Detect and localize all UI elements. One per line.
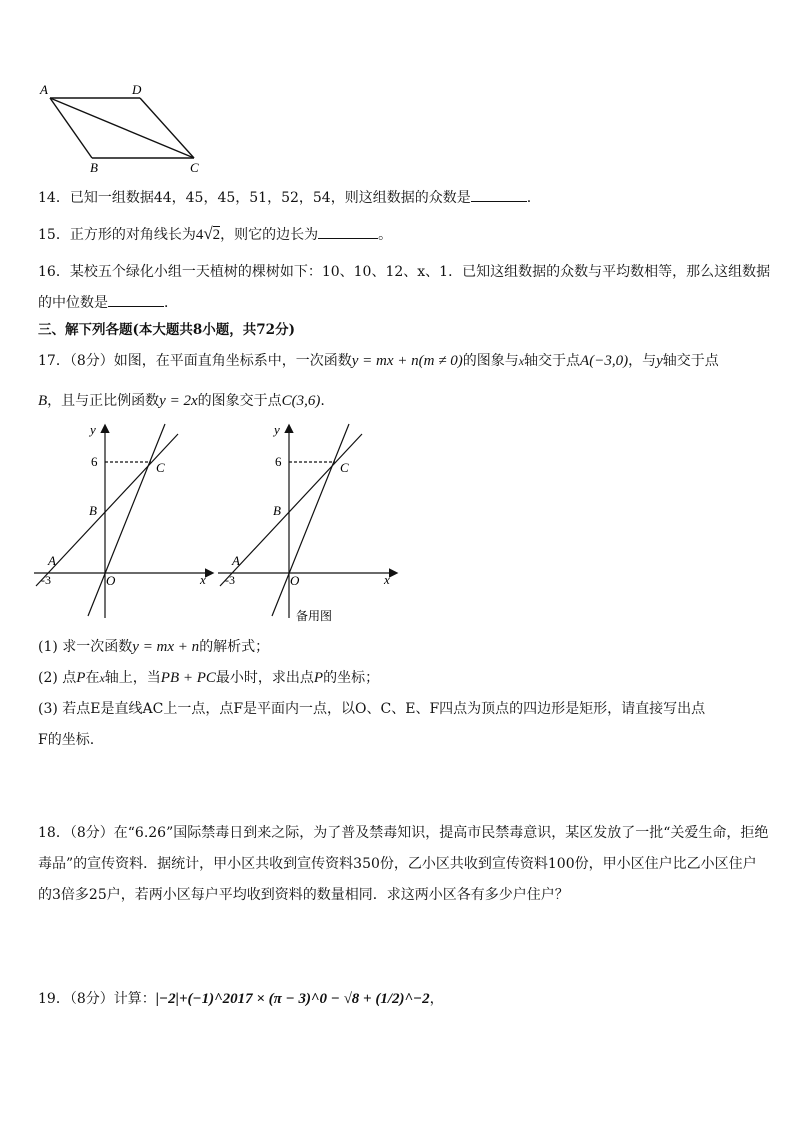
- q14-text: 已知一组数据44，45，45，51，52，54，则这组数据的众数是: [69, 190, 471, 206]
- q17-sub2: [38, 667, 379, 687]
- graph1-label-B: B: [89, 503, 97, 518]
- q17-y-axis: y: [656, 353, 663, 369]
- q14-answer-blank[interactable]: [471, 189, 527, 202]
- q17-function: y = mx + n: [351, 353, 419, 369]
- q15-value: [195, 224, 221, 243]
- question-17-line2: [38, 390, 325, 410]
- question-14: [38, 187, 531, 207]
- q19-number: 19．: [38, 991, 70, 1007]
- q15-end: 。: [378, 227, 393, 243]
- graph2-label-O: O: [290, 573, 300, 588]
- q17-text-a: 如图，在平面直角坐标系中，一次函数: [113, 353, 352, 369]
- q15-text-a: 正方形的对角线长为: [69, 227, 196, 243]
- q17-point-B: B: [38, 393, 48, 409]
- label-C: C: [190, 160, 199, 175]
- q14-end: .: [526, 190, 532, 206]
- q18-number: 18．: [38, 825, 70, 841]
- q19-text: 计算：: [113, 991, 156, 1007]
- q17-number: 17．: [38, 353, 70, 369]
- q17-text-c: 轴交于点: [524, 353, 581, 369]
- q16-text-line2: 的中位数是: [38, 295, 108, 311]
- q17-sub2-prefix: (2) 点: [38, 670, 77, 686]
- q17-sub3-line2: F的坐标.: [38, 732, 95, 748]
- question-18-line2: 毒品”的宣传资料．据统计，甲小区共收到宣传资料350份，乙小区共收到宣传资料100份，甲小区住户比乙小区住户: [38, 856, 757, 872]
- graph2-tick-6: 6: [275, 454, 282, 469]
- q17-sub2-text-a: 在: [85, 670, 100, 686]
- graph2-label-B: B: [273, 503, 281, 518]
- q17-point-C: C(3,6): [281, 393, 321, 409]
- q17-graph-spare: [214, 418, 404, 628]
- q17-sub2-text-d: 的坐标；: [323, 670, 380, 686]
- q15-text-b: ，则它的边长为: [220, 227, 319, 243]
- q17-condition: (m ≠ 0): [418, 353, 463, 369]
- question-18-line3: 的3倍多25户，若两小区每户平均收到资料的数量相同．求这两小区各有多少户住户？: [38, 887, 569, 903]
- graph1-label-O: O: [106, 573, 116, 588]
- question-18-line1: [38, 822, 768, 842]
- line-OC: [272, 424, 349, 616]
- graph2-x-label: x: [384, 572, 390, 587]
- q17-score: （8分）: [69, 353, 114, 369]
- q17-sub2-text-c: 最小时，求出点: [215, 670, 314, 686]
- q19-end: ，: [429, 991, 444, 1007]
- q17-sub1-suffix: 的解析式；: [199, 639, 270, 655]
- graph2-tick-neg3: -3: [225, 573, 235, 587]
- q16-text-line1: 某校五个绿化小组一天植树的棵树如下：10、10、12、x、1．已知这组数据的众数与平均数相等，那么这组数据: [69, 264, 771, 280]
- graph1-tick-6: 6: [91, 454, 98, 469]
- q17-graph-main: [30, 418, 220, 628]
- q17-sub1: [38, 636, 269, 656]
- question-17-line1: [38, 350, 719, 370]
- q14-number: 14．: [38, 190, 70, 206]
- q17-sub2-expr: PB + PC: [160, 670, 216, 686]
- graph2-caption: 备用图: [296, 609, 333, 623]
- q17-text-d: ，与: [628, 353, 657, 369]
- q17-x-axis: x: [518, 354, 525, 368]
- line-OC: [88, 424, 165, 616]
- q17-sub1-func: y = mx + n: [132, 639, 200, 655]
- graph2-y-label: y: [274, 422, 280, 437]
- question-16-line2: [38, 292, 178, 312]
- line-AC: [36, 434, 178, 586]
- graph1-label-A: A: [48, 553, 56, 568]
- question-19: [38, 988, 444, 1008]
- graph2-label-C: C: [340, 460, 349, 475]
- q17-sub2-P: P: [76, 670, 86, 686]
- q15-answer-blank[interactable]: [318, 226, 378, 239]
- section-3-title: 三、解下列各题(本大题共8小题，共72分): [38, 322, 295, 338]
- q19-expression: |−2|+(−1)^2017 × (π − 3)^0 − √8 + (1/2)^−2: [155, 991, 430, 1007]
- label-A: A: [40, 82, 48, 97]
- q15-coef: 4: [195, 227, 204, 243]
- q17-sub1-prefix: (1) 求一次函数: [38, 639, 133, 655]
- graph1-x-label: x: [200, 572, 206, 587]
- q17-sub2-text-b: 轴上，当: [104, 670, 161, 686]
- q17-text-b: 的图象与: [462, 353, 519, 369]
- q17-sub3-line1: (3) 若点E是直线AC上一点，点F是平面内一点，以O、C、E、F四点为顶点的四边形是矩形，请直接写出点: [38, 701, 706, 717]
- q18-line1: 在“6.26”国际禁毒日到来之际，为了普及禁毒知识，提高市民禁毒意识，某区发放了一批“关爱生命，拒绝: [113, 825, 769, 841]
- sqrt-symbol: √: [203, 224, 213, 243]
- q17-line2-text-b: 的图象交于点: [197, 393, 282, 409]
- graph1-y-label: y: [90, 422, 96, 437]
- q16-number: 16．: [38, 264, 70, 280]
- q17-line2-text-a: ，且与正比例函数: [47, 393, 160, 409]
- question-16-line1: [38, 261, 770, 281]
- label-B: B: [90, 160, 98, 175]
- line-AC: [220, 434, 362, 586]
- q17-point-A: A(−3,0): [580, 353, 629, 369]
- graph2-label-A: A: [232, 553, 240, 568]
- q18-score: （8分）: [69, 825, 114, 841]
- q17-line2-end: .: [320, 393, 325, 409]
- q17-line2-function: y = 2x: [159, 393, 198, 409]
- graph1-label-C: C: [156, 460, 165, 475]
- q17-sub2-P2: P: [313, 670, 324, 686]
- graph1-tick-neg3: -3: [41, 573, 51, 587]
- q15-radicand: 2: [212, 227, 221, 243]
- q16-answer-blank[interactable]: [108, 294, 164, 307]
- question-15: [38, 224, 392, 244]
- label-D: D: [132, 82, 142, 97]
- q17-text-e: 轴交于点: [662, 353, 719, 369]
- q15-number: 15．: [38, 227, 70, 243]
- q17-sub2-x: x: [99, 671, 105, 685]
- q16-end: ．: [164, 295, 178, 311]
- parallelogram-figure: [30, 80, 220, 180]
- q19-score: （8分）: [69, 991, 114, 1007]
